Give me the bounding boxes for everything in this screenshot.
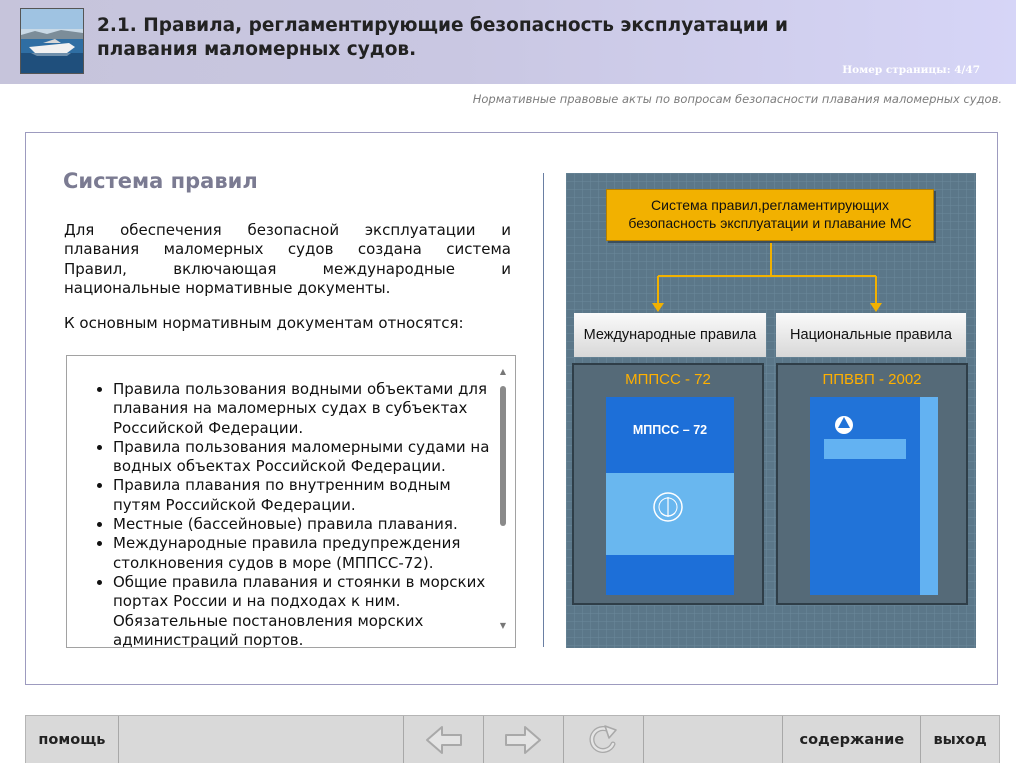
list-scrollbar[interactable] <box>498 368 508 630</box>
header-bar <box>0 0 1016 84</box>
ppvvp-label: ППВВП - 2002 <box>822 371 922 388</box>
scroll-thumb[interactable] <box>500 386 506 526</box>
boat-photo <box>20 8 84 74</box>
mppss-panel <box>572 363 764 605</box>
arrow-left-icon <box>422 722 466 758</box>
vertical-divider <box>543 173 544 647</box>
documents-list-box[interactable] <box>66 355 516 648</box>
document-item: • Правила плавания по внутренним водным путям Российской Федерации. <box>113 476 495 515</box>
ppvvp-panel <box>776 363 968 605</box>
mppss-book-cover <box>606 397 734 595</box>
intro-word: Для <box>64 221 95 239</box>
document-item: • Общие правила плавания и стоянки в морских портах России и на подходах к ним. Обязательные постановления морских администраций портов. <box>113 573 495 648</box>
intro-word: плавания <box>64 240 140 259</box>
documents-list <box>67 380 495 648</box>
intro-word: судов <box>287 240 334 259</box>
document-item: • Местные (бассейновые) правила плавания. <box>113 515 495 534</box>
international-rules-label: Международные правила <box>574 313 766 357</box>
intro-word: создана <box>357 240 422 259</box>
ppvvp-cover-graphic <box>810 397 938 595</box>
intro-line-2 <box>64 240 511 259</box>
diagram-title-box: Система правил,регламентирующих безопасность эксплуатации и плавание МС <box>606 189 934 241</box>
intro-word: система <box>446 240 511 259</box>
intro-word: обеспечения <box>120 221 222 239</box>
page-title <box>97 14 817 62</box>
intro-word: эксплуатации <box>364 221 476 239</box>
reload-icon <box>585 722 621 758</box>
toolbar-spacer <box>119 716 404 763</box>
intro-word: и <box>501 259 511 278</box>
intro-line-3 <box>64 260 511 279</box>
emblem-icon <box>606 397 734 595</box>
arrow-right-icon <box>501 722 545 758</box>
mppss-label: МППСС - 72 <box>625 371 711 388</box>
reload-button[interactable] <box>564 716 644 763</box>
exit-button[interactable]: выход <box>933 731 987 748</box>
scroll-down-arrow-icon[interactable]: ▼ <box>499 621 507 630</box>
page-title-line-1: 2.1. Правила, регламентирующие безопасность эксплуатации и <box>97 15 789 36</box>
contents-button[interactable]: содержание <box>783 716 921 763</box>
ppvvp-book-cover <box>810 397 938 595</box>
document-item: • Правила пользования маломерными судами на водных объектах Российской Федерации. <box>113 438 495 477</box>
documents-lead: К основным нормативным документам относятся: <box>64 314 464 332</box>
document-item: • Международные правила предупреждения столкновения судов в море (МППСС-72). <box>113 534 495 573</box>
page-counter: Номер страницы: 4/47 <box>842 64 980 76</box>
intro-word: безопасной <box>247 221 340 239</box>
intro-line-4: национальные нормативные документы. <box>64 278 391 297</box>
document-item: • Правила пользования водными объектами для плавания на маломерных судах в субъектах Российской Федерации. <box>113 380 495 438</box>
intro-word: включающая <box>173 259 277 278</box>
national-rules-label: Национальные правила <box>776 313 966 357</box>
section-heading: Система правил <box>63 169 258 193</box>
forward-button[interactable] <box>484 716 564 763</box>
intro-paragraph <box>64 221 511 298</box>
toolbar-spacer <box>644 716 784 763</box>
rules-diagram <box>566 173 976 648</box>
help-button[interactable]: помощь <box>26 716 119 763</box>
scroll-up-arrow-icon[interactable]: ▲ <box>499 367 507 376</box>
content-panel <box>25 132 998 685</box>
intro-word: и <box>501 221 511 239</box>
intro-word: маломерных <box>163 240 264 259</box>
intro-word: Правил, <box>64 259 127 278</box>
intro-word: международные <box>322 259 455 278</box>
page-title-line-2: плавания маломерных судов. <box>97 39 417 60</box>
navigation-toolbar <box>25 715 1000 763</box>
section-subtitle: Нормативные правовые акты по вопросам безопасности плавания маломерных судов. <box>472 92 1002 106</box>
back-button[interactable] <box>404 716 484 763</box>
book-title: МППСС – 72 <box>632 423 708 437</box>
intro-line-1 <box>64 221 511 240</box>
